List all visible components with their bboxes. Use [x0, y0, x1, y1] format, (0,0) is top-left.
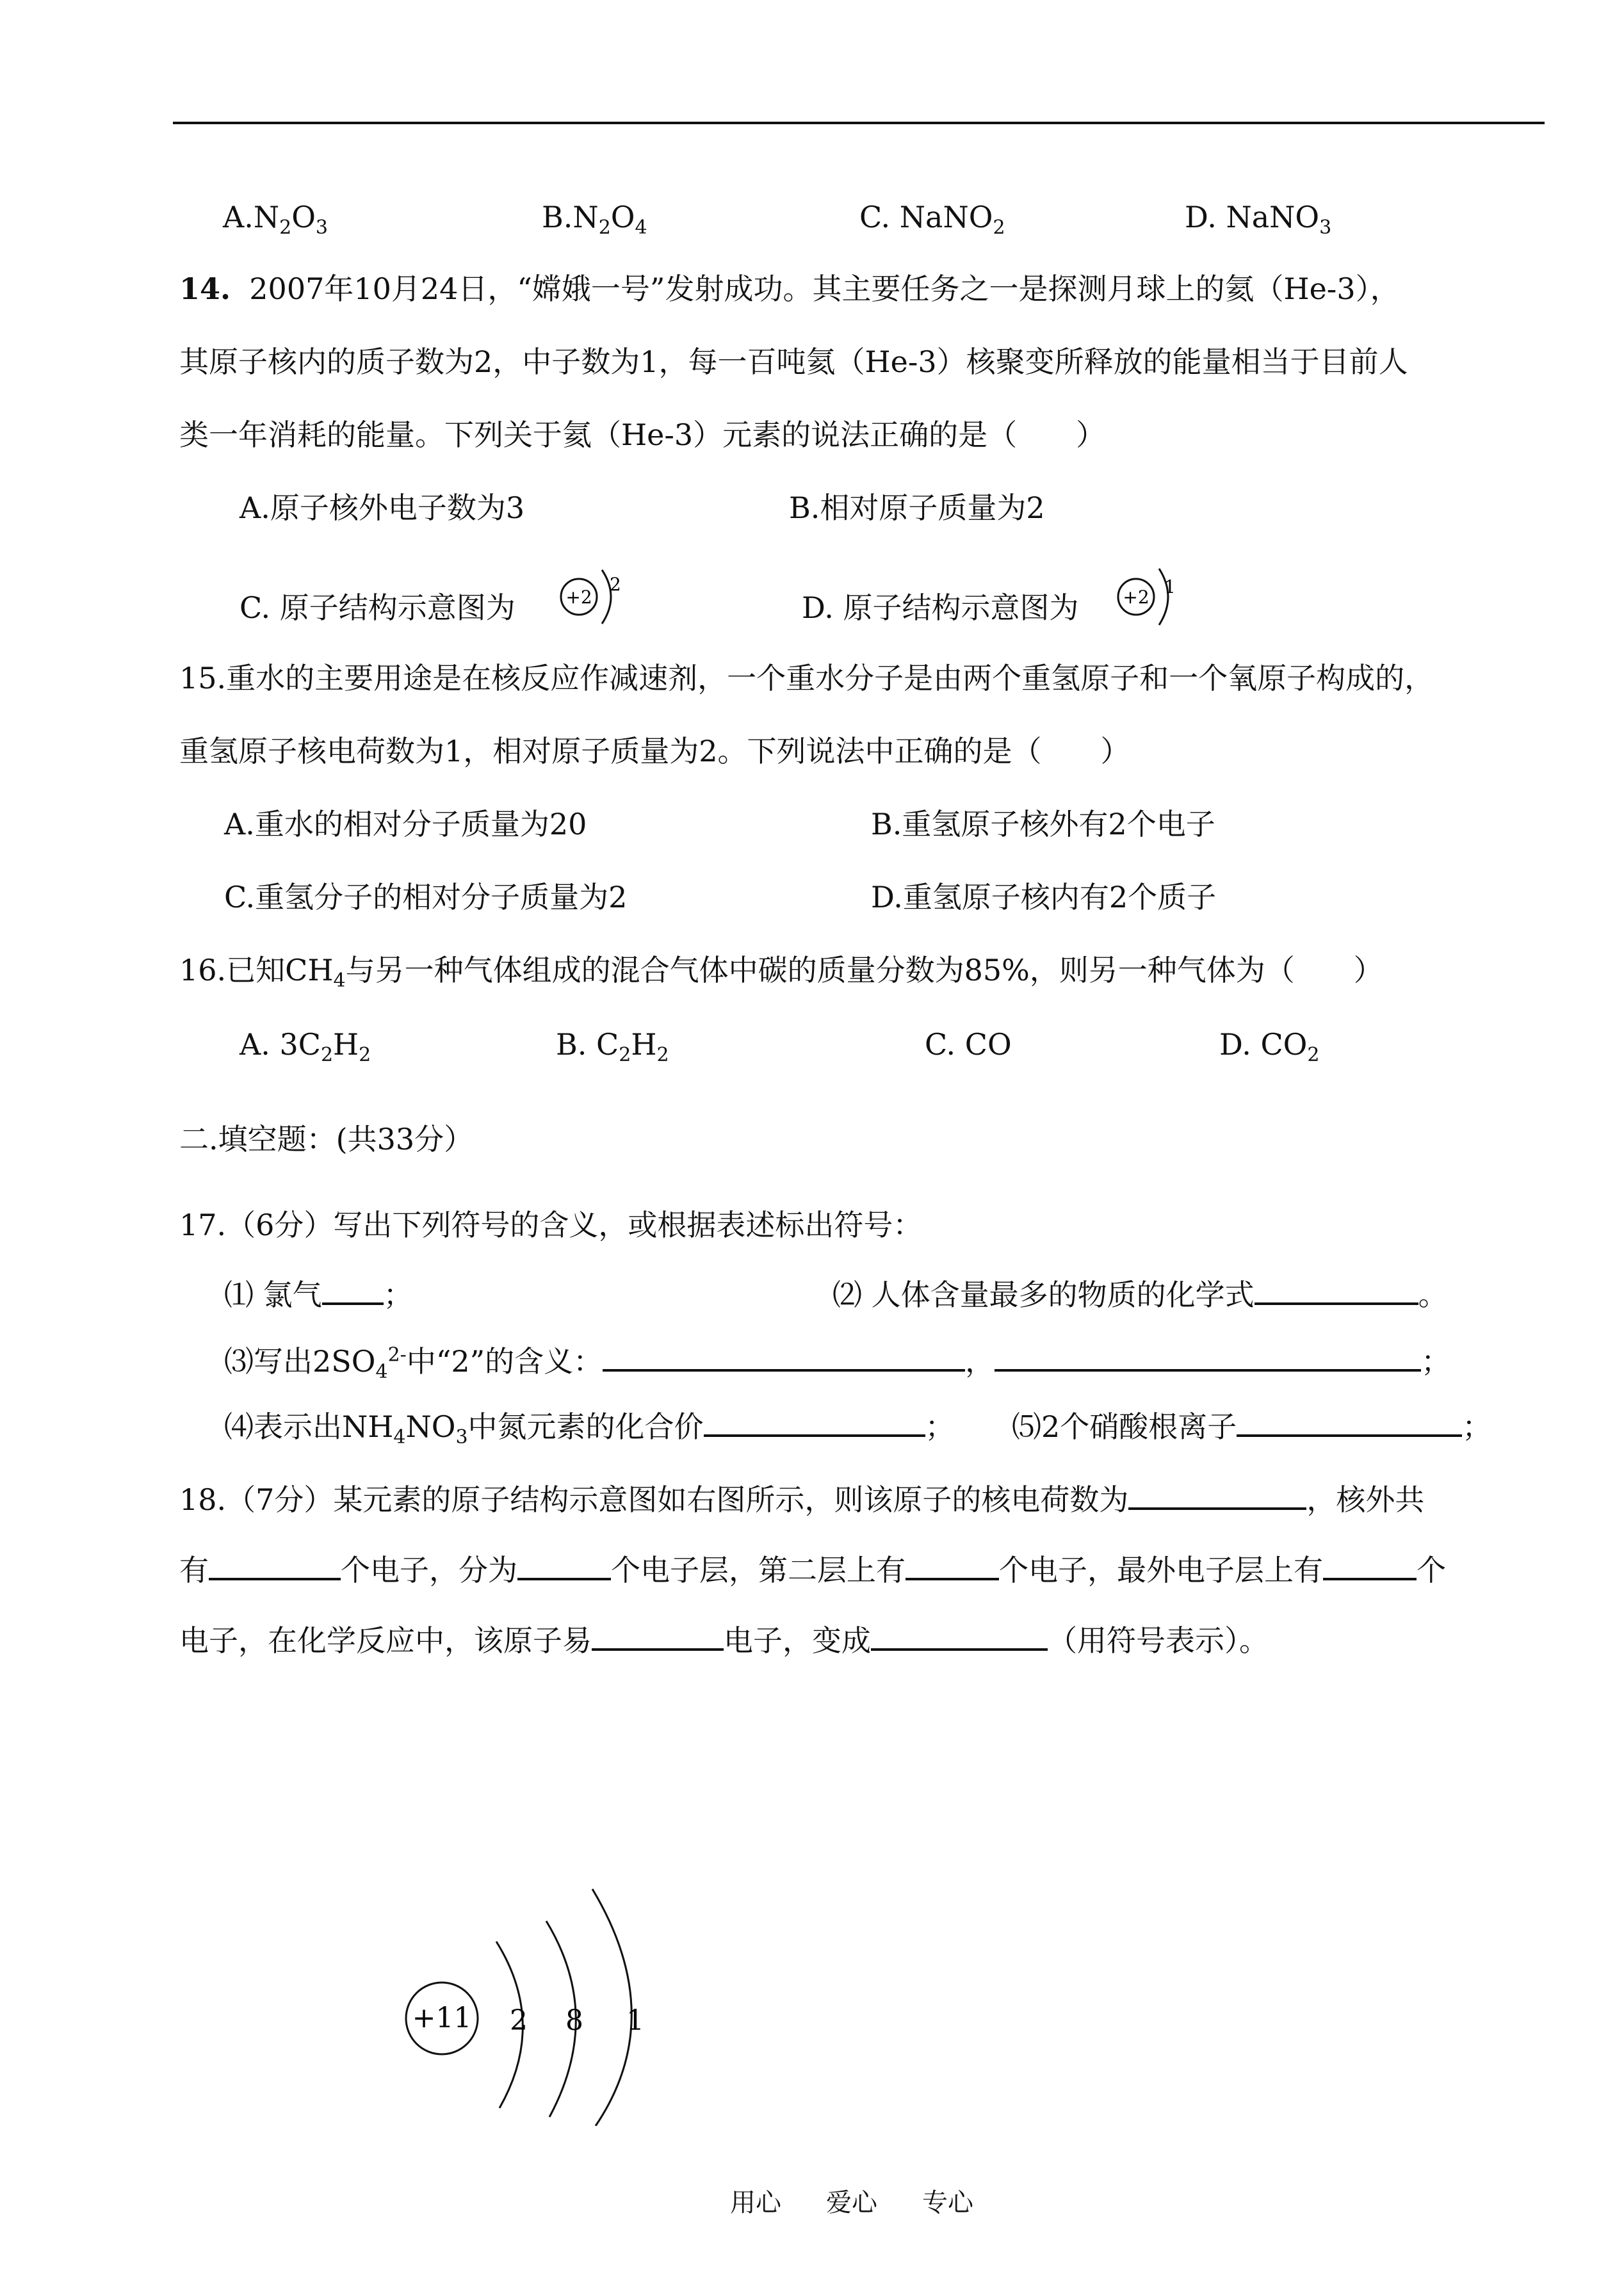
q13-option-a: $A.N_2O_3$	[223, 200, 328, 239]
q15-line-1: 15.重水的主要用途是在核反应作减速剂，一个重水分子是由两个重氢原子和一个氧原子构成的，	[179, 661, 1434, 695]
q17-part-5: ⑸2个硝酸根离子 ；	[1012, 1406, 1491, 1441]
header-rule	[173, 122, 1545, 124]
q18-blank-outer-layer[interactable]	[1323, 1550, 1417, 1580]
q17-part-3: ⑶写出$2SO_4^{2-}$中“2”的含义： ， ；	[224, 1341, 1450, 1376]
q17-title: 17.（6分）写出下列符号的含义，或根据表述标出符号：	[179, 1208, 923, 1242]
footer-word-2: 爱心	[826, 2188, 877, 2218]
q18-blank-gain-lose[interactable]	[592, 1620, 724, 1651]
q15-option-c: C.重氢分子的相对分子质量为2	[224, 880, 628, 914]
q17-part-2: ⑵ 人体含量最多的物质的化学式 。	[832, 1274, 1448, 1310]
atom-shell-2-count: 8	[565, 2004, 583, 2037]
q18-blank-second-layer[interactable]	[905, 1550, 999, 1580]
q15-option-b: B.重氢原子核外有2个电子	[871, 807, 1215, 841]
q18-blank-layers[interactable]	[517, 1550, 611, 1580]
q14-line-3: 类一年消耗的能量。下列关于氦（He-3）元素的说法正确的是（ ）	[179, 418, 1106, 452]
q18-line-2: 有 个电子，分为 个电子层，第二层上有 个电子，最外电子层上有 个	[179, 1550, 1446, 1585]
q17-part-4: ⑷表示出$NH_4NO_3$中氮元素的化合价 ；	[224, 1406, 955, 1441]
q15-option-d: D.重氢原子核内有2个质子	[871, 880, 1217, 914]
atom-nucleus-label: +11	[412, 2002, 472, 2034]
q15-option-a: A.重水的相对分子质量为20	[224, 807, 587, 841]
q17-part-1: ⑴ 氯气 ；	[224, 1274, 413, 1310]
q14-d-shell-count: 1	[1164, 576, 1176, 597]
atom-shell-3-count: 1	[626, 2004, 644, 2037]
q18-blank-electrons[interactable]	[209, 1550, 341, 1580]
q14-c-shell-count: 2	[610, 574, 621, 595]
q14-option-c: C. 原子结构示意图为	[240, 590, 516, 625]
q14-line-2: 其原子核内的质子数为2，中子数为1，每一百吨氦（He-3）核聚变所释放的能量相当于目前人	[179, 345, 1408, 379]
q17-blank-5[interactable]	[1237, 1406, 1462, 1437]
q17-blank-4[interactable]	[704, 1406, 925, 1437]
q14-option-d: D. 原子结构示意图为	[802, 590, 1079, 625]
q16-option-b: B. $C_2H_2$	[556, 1027, 669, 1067]
q14-c-atom-diagram	[553, 564, 624, 634]
q14-line-1: 14. 2007年10月24日，“嫦娥一号”发射成功。其主要任务之一是探测月球上的氦（He-3），	[179, 272, 1400, 306]
q14-c-nucleus-label: +2	[565, 587, 592, 608]
q14-d-atom-diagram	[1110, 561, 1181, 631]
q18-blank-charge[interactable]	[1128, 1479, 1306, 1510]
q17-blank-2[interactable]	[1255, 1274, 1418, 1305]
q14-option-b: B.相对原子质量为2	[789, 491, 1045, 525]
q17-blank-1[interactable]	[322, 1274, 384, 1305]
q17-blank-3a[interactable]	[603, 1341, 965, 1372]
q16-option-c: C. CO	[925, 1027, 1012, 1062]
atom-shell-1-count: 2	[510, 2004, 528, 2037]
q16-stem: 16.已知$CH_4$与另一种气体组成的混合气体中碳的质量分数为85%，则另一种气体为（ ）	[179, 953, 1383, 993]
q18-line-3: 电子，在化学反应中，该原子易 电子，变成 （用符号表示）。	[179, 1620, 1269, 1655]
q16-option-a: A. $3C_2H_2$	[240, 1027, 371, 1067]
sodium-atom-diagram	[384, 1870, 679, 2126]
footer-word-1: 用心	[730, 2188, 781, 2218]
q18-line-1: 18.（7分）某元素的原子结构示意图如右图所示，则该原子的核电荷数为 ，核外共	[179, 1479, 1424, 1514]
q17-blank-3b[interactable]	[995, 1341, 1421, 1372]
q15-line-2: 重氢原子核电荷数为1，相对原子质量为2。下列说法中正确的是（ ）	[179, 734, 1130, 768]
q13-option-c: C. NaNO$_2$	[859, 200, 1005, 239]
q14-option-a: A.原子核外电子数为3	[240, 491, 525, 525]
q13-option-b: $B.N_2O_4$	[542, 200, 647, 239]
section-2-heading: 二.填空题：(共33分）	[179, 1122, 474, 1156]
q14-d-nucleus-label: +2	[1123, 587, 1149, 608]
footer-word-3: 专心	[922, 2188, 973, 2218]
q18-blank-ion-symbol[interactable]	[871, 1620, 1048, 1651]
q13-option-d: D. NaNO$_3$	[1185, 200, 1332, 239]
q16-option-d: D. $CO_2$	[1219, 1027, 1320, 1067]
